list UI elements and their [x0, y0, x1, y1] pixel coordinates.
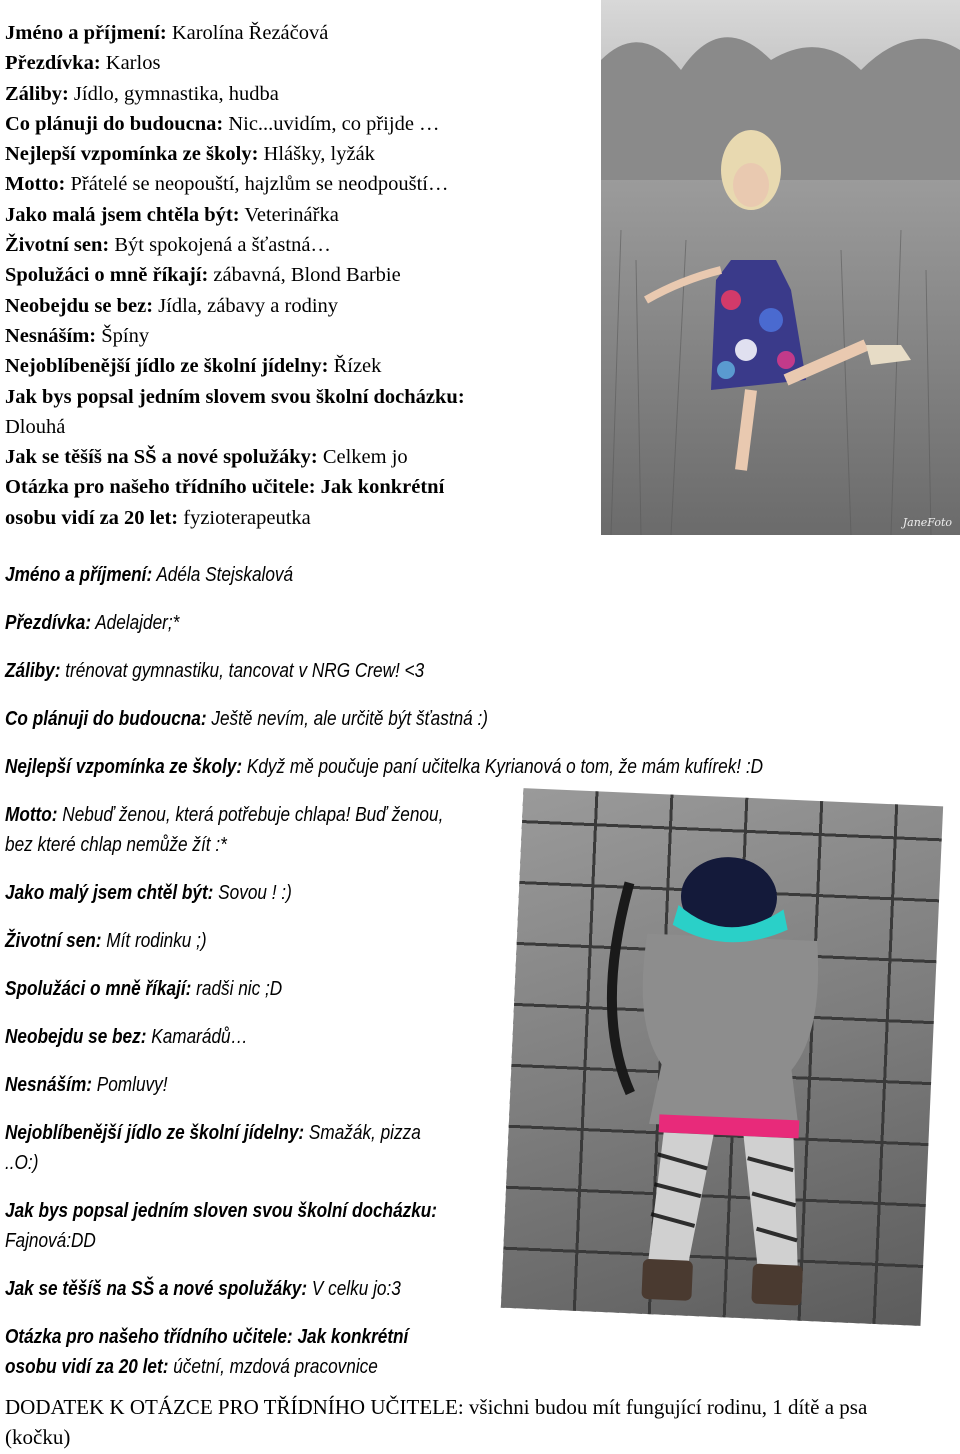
profile1-value: Přátelé se neopouští, hajzlům se neodpouští… [65, 173, 449, 196]
profile1-row [5, 351, 600, 381]
profile1-row [5, 382, 600, 412]
profile2-label: Jako malý jsem chtěl být: [5, 882, 214, 904]
profile2-label: Otázka pro našeho třídního učitele: Jak konkrétní osobu vidí za 20 let: [5, 1326, 409, 1378]
profile2-value: Adéla Stejskalová [152, 564, 294, 586]
profile1-label: Nejoblíbenější jídlo ze školní jídelny: [5, 355, 329, 378]
profile2-value: Nebuď ženou, která potřebuje chlapa! Buď ženou, bez které chlap nemůže žít :* [5, 804, 444, 856]
profile2-row [5, 926, 444, 956]
profile1-label: Nesnáším: [5, 324, 97, 347]
profile2-row [5, 1070, 444, 1100]
profile2-value: trénovat gymnastiku, tancovat v NRG Crew! <3 [60, 660, 425, 682]
profile1-row [5, 230, 600, 260]
profile2-label: Záliby: [5, 660, 61, 682]
profile1-row [5, 48, 600, 78]
profile2-label: Nejoblíbenější jídlo ze školní jídelny: [5, 1122, 305, 1144]
profile2-value: Mít rodinku ;) [101, 930, 207, 952]
profile2-label: Spolužáci o mně říkají: [5, 978, 192, 1000]
profile1-row [5, 169, 600, 199]
profile1-row [5, 200, 600, 230]
profile1-label: Záliby: [5, 82, 69, 105]
profile1-value: Dlouhá [5, 415, 66, 438]
profile1-value: zábavná, Blond Barbie [208, 264, 401, 287]
profile2-row [5, 608, 444, 638]
profile1-row [5, 503, 600, 533]
profile2-label: Co plánuji do budoucna: [5, 708, 207, 730]
profile2-row [5, 560, 444, 590]
profile2-row [5, 704, 489, 734]
profile1-value: Hlášky, lyžák [258, 143, 375, 166]
profile1-value: Karlos [100, 52, 161, 75]
profile1-label: Jméno a příjmení: [5, 22, 167, 44]
profile2-value: Smažák, pizza ..O:) [5, 1122, 421, 1174]
profile-karolina [5, 18, 600, 533]
profile2-value: V celku jo:3 [307, 1278, 401, 1300]
profile1-label: Neobejdu se bez: [5, 294, 154, 317]
profile2-label: Motto: [5, 804, 58, 826]
profile2-label: Nejlepší vzpomínka ze školy: [5, 756, 243, 778]
profile1-value: Špíny [96, 324, 150, 347]
profile1-row [5, 442, 600, 472]
wall-photo-illustration [501, 788, 943, 1326]
footer-note: DODATEK K OTÁZCE PRO TŘÍDNÍHO UČITELE: všichni budou mít fungující rodinu, 1 dítě a psa (kočku) [5, 1395, 868, 1449]
profile2-label: Jméno a příjmení: [5, 564, 153, 586]
profile2-value: Kamarádů… [146, 1026, 248, 1048]
profile2-row [5, 656, 444, 686]
profile2-value: Adelajder;* [91, 612, 180, 634]
profile2-label: Jak se těšíš na SŠ a nové spolužáky: [5, 1278, 308, 1300]
profile2-value: Pomluvy! [91, 1074, 168, 1096]
profile2-label: Neobejdu se bez: [5, 1026, 147, 1048]
profile1-row [5, 412, 600, 442]
profile1-label: Motto: [5, 173, 66, 196]
profile1-label: Jak se těšíš na SŠ a nové spolužáky: [5, 446, 318, 469]
profile2-value: Fajnová:DD [5, 1230, 96, 1252]
profile1-value: Řízek [328, 355, 382, 378]
profile1-row [5, 291, 600, 321]
profile2-value: radši nic ;D [191, 978, 283, 1000]
profile2-label: Jak bys popsal jedním sloven svou školní docházku: [5, 1200, 438, 1222]
profile1-row [5, 18, 600, 48]
profile2-row [5, 752, 764, 782]
profile2-row [5, 1322, 444, 1382]
profile1-row [5, 321, 600, 351]
profile1-label: osobu vidí za 20 let: [5, 506, 179, 529]
profile2-value: Ještě nevím, ale určitě být šťastná :) [206, 708, 489, 730]
profile2-row [5, 974, 444, 1004]
profile1-row [5, 79, 600, 109]
profile1-value: Jídlo, gymnastika, hudba [68, 82, 279, 105]
profile1-label: Jako malá jsem chtěla být: [5, 203, 240, 226]
profile-adela [5, 560, 764, 1382]
profile1-value: fyzioterapeutka [178, 506, 311, 529]
profile2-row [5, 1274, 444, 1304]
photo-girl-in-meadow [601, 0, 960, 535]
profile2-value: účetní, mzdová pracovnice [168, 1356, 378, 1378]
profile1-value: Veterinářka [239, 203, 339, 226]
profile2-row [5, 800, 444, 860]
profile1-label: Nejlepší vzpomínka ze školy: [5, 143, 259, 166]
profile1-label: Jak bys popsal jedním slovem svou školní docházku: [5, 385, 465, 408]
profile1-value: Být spokojená a šťastná… [109, 234, 331, 257]
profile1-row [5, 260, 600, 290]
profile1-label: Co plánuji do budoucna: [5, 112, 224, 135]
profile1-label: Životní sen: [5, 234, 110, 257]
profile2-label: Přezdívka: [5, 612, 92, 634]
profile1-row [5, 472, 600, 502]
profile1-row [5, 139, 600, 169]
photo-girl-by-wall [501, 788, 943, 1326]
profile1-value: Jídla, zábavy a rodiny [153, 294, 339, 317]
profile2-row [5, 878, 444, 908]
photo-signature: JaneFoto [902, 516, 952, 529]
profile1-label: Spolužáci o mně říkají: [5, 264, 209, 287]
profile2-value: Když mě poučuje paní učitelka Kyrianová o tom, že mám kufírek! :D [242, 756, 764, 778]
profile1-value: Karolína Řezáčová [166, 22, 329, 44]
meadow-photo-illustration [601, 0, 960, 535]
profile1-label: Otázka pro našeho třídního učitele: Jak konkrétní [5, 476, 445, 499]
profile2-value: Sovou ! :) [213, 882, 292, 904]
profile2-label: Životní sen: [5, 930, 102, 952]
profile2-row [5, 1118, 444, 1178]
profile1-value: Celkem jo [317, 446, 408, 469]
profile2-label: Nesnáším: [5, 1074, 92, 1096]
profile1-label: Přezdívka: [5, 52, 101, 75]
profile1-value: Nic...uvidím, co přijde … [223, 112, 440, 135]
profile2-row [5, 1196, 444, 1256]
profile1-row [5, 109, 600, 139]
profile2-row [5, 1022, 444, 1052]
